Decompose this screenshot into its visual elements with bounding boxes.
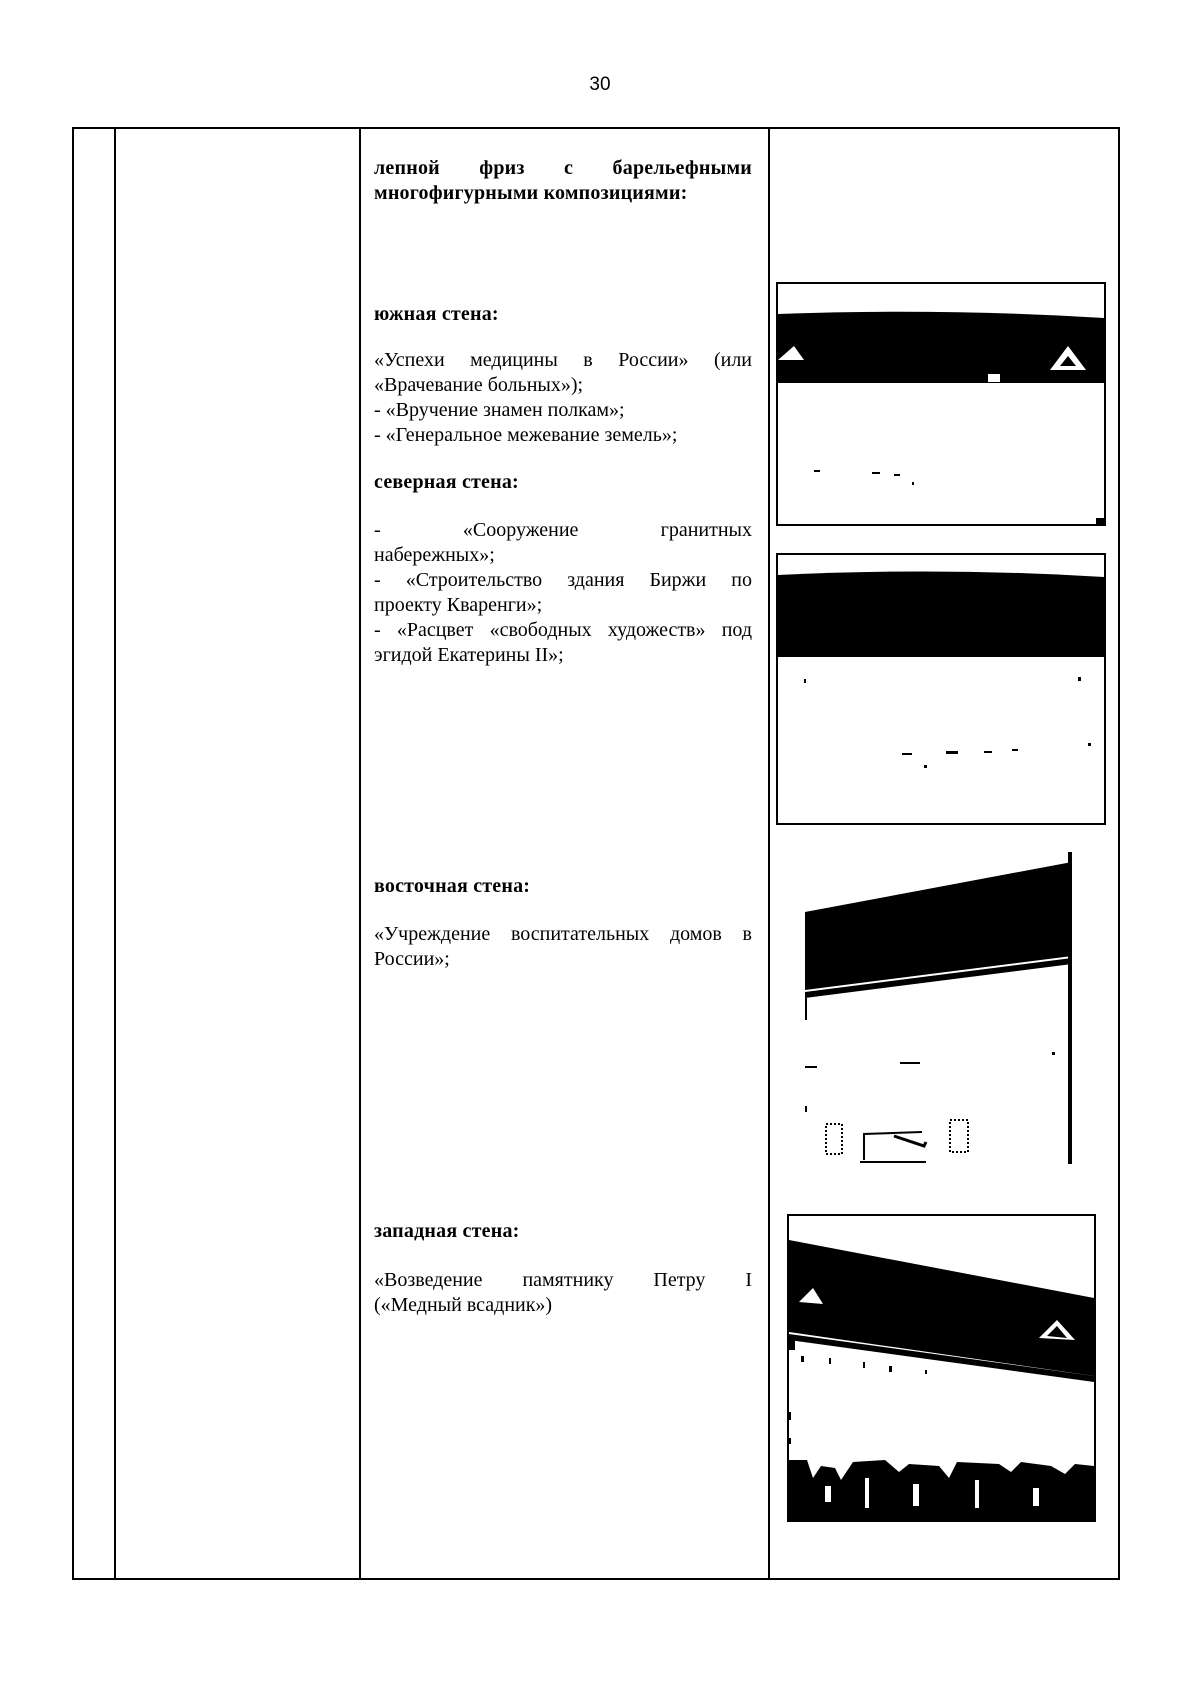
south-line-2: «Врачевание больных»);	[374, 374, 584, 396]
north-line-6: эгидой Екатерины II»;	[374, 644, 564, 666]
west-line-2: («Медный всадник»)	[374, 1294, 553, 1316]
north-wall-frieze-photo	[776, 553, 1106, 825]
west-wall-list	[374, 1268, 752, 1318]
west-wall-frieze-photo	[787, 1214, 1096, 1522]
north-wall-list	[374, 518, 752, 668]
north-line-5: - «Расцвет «свободных художеств» под	[374, 619, 752, 641]
north-wall-heading: северная стена:	[374, 471, 519, 493]
frieze-photo-icon	[778, 555, 1104, 823]
south-wall-list	[374, 348, 752, 448]
east-wall-list	[374, 922, 752, 972]
east-line-2: России»;	[374, 948, 450, 970]
east-wall-heading: восточная стена:	[374, 875, 531, 897]
intro-heading-line-1: лепной фриз с барельефными	[374, 157, 752, 179]
north-line-4: проекту Кваренги»;	[374, 594, 543, 616]
south-wall-frieze-photo	[776, 282, 1106, 526]
south-line-4: - «Генеральное межевание земель»;	[374, 424, 678, 446]
west-wall-heading: западная стена:	[374, 1220, 520, 1242]
frieze-photo-icon	[789, 1216, 1094, 1520]
intro-heading-line-2: многофигурными композициями:	[374, 182, 688, 204]
column-divider-3	[768, 127, 770, 1580]
frieze-photo-icon	[778, 284, 1104, 524]
north-line-3: - «Строительство здания Биржи по	[374, 569, 752, 591]
intro-heading	[374, 156, 752, 206]
west-line-1: «Возведение памятнику Петру I	[374, 1269, 752, 1291]
east-line-1: «Учреждение воспитательных домов в	[374, 923, 752, 945]
north-line-1: - «Сооружение гранитных	[374, 519, 752, 541]
frieze-photo-icon	[800, 852, 1074, 1164]
north-line-2: набережных»;	[374, 544, 495, 566]
column-divider-1	[114, 127, 116, 1580]
south-wall-heading: южная стена:	[374, 303, 499, 325]
column-divider-2	[359, 127, 361, 1580]
page-number: 30	[589, 74, 611, 95]
east-wall-frieze-photo	[800, 852, 1074, 1164]
south-line-3: - «Вручение знамен полкам»;	[374, 399, 625, 421]
south-line-1: «Успехи медицины в России» (или	[374, 349, 752, 371]
